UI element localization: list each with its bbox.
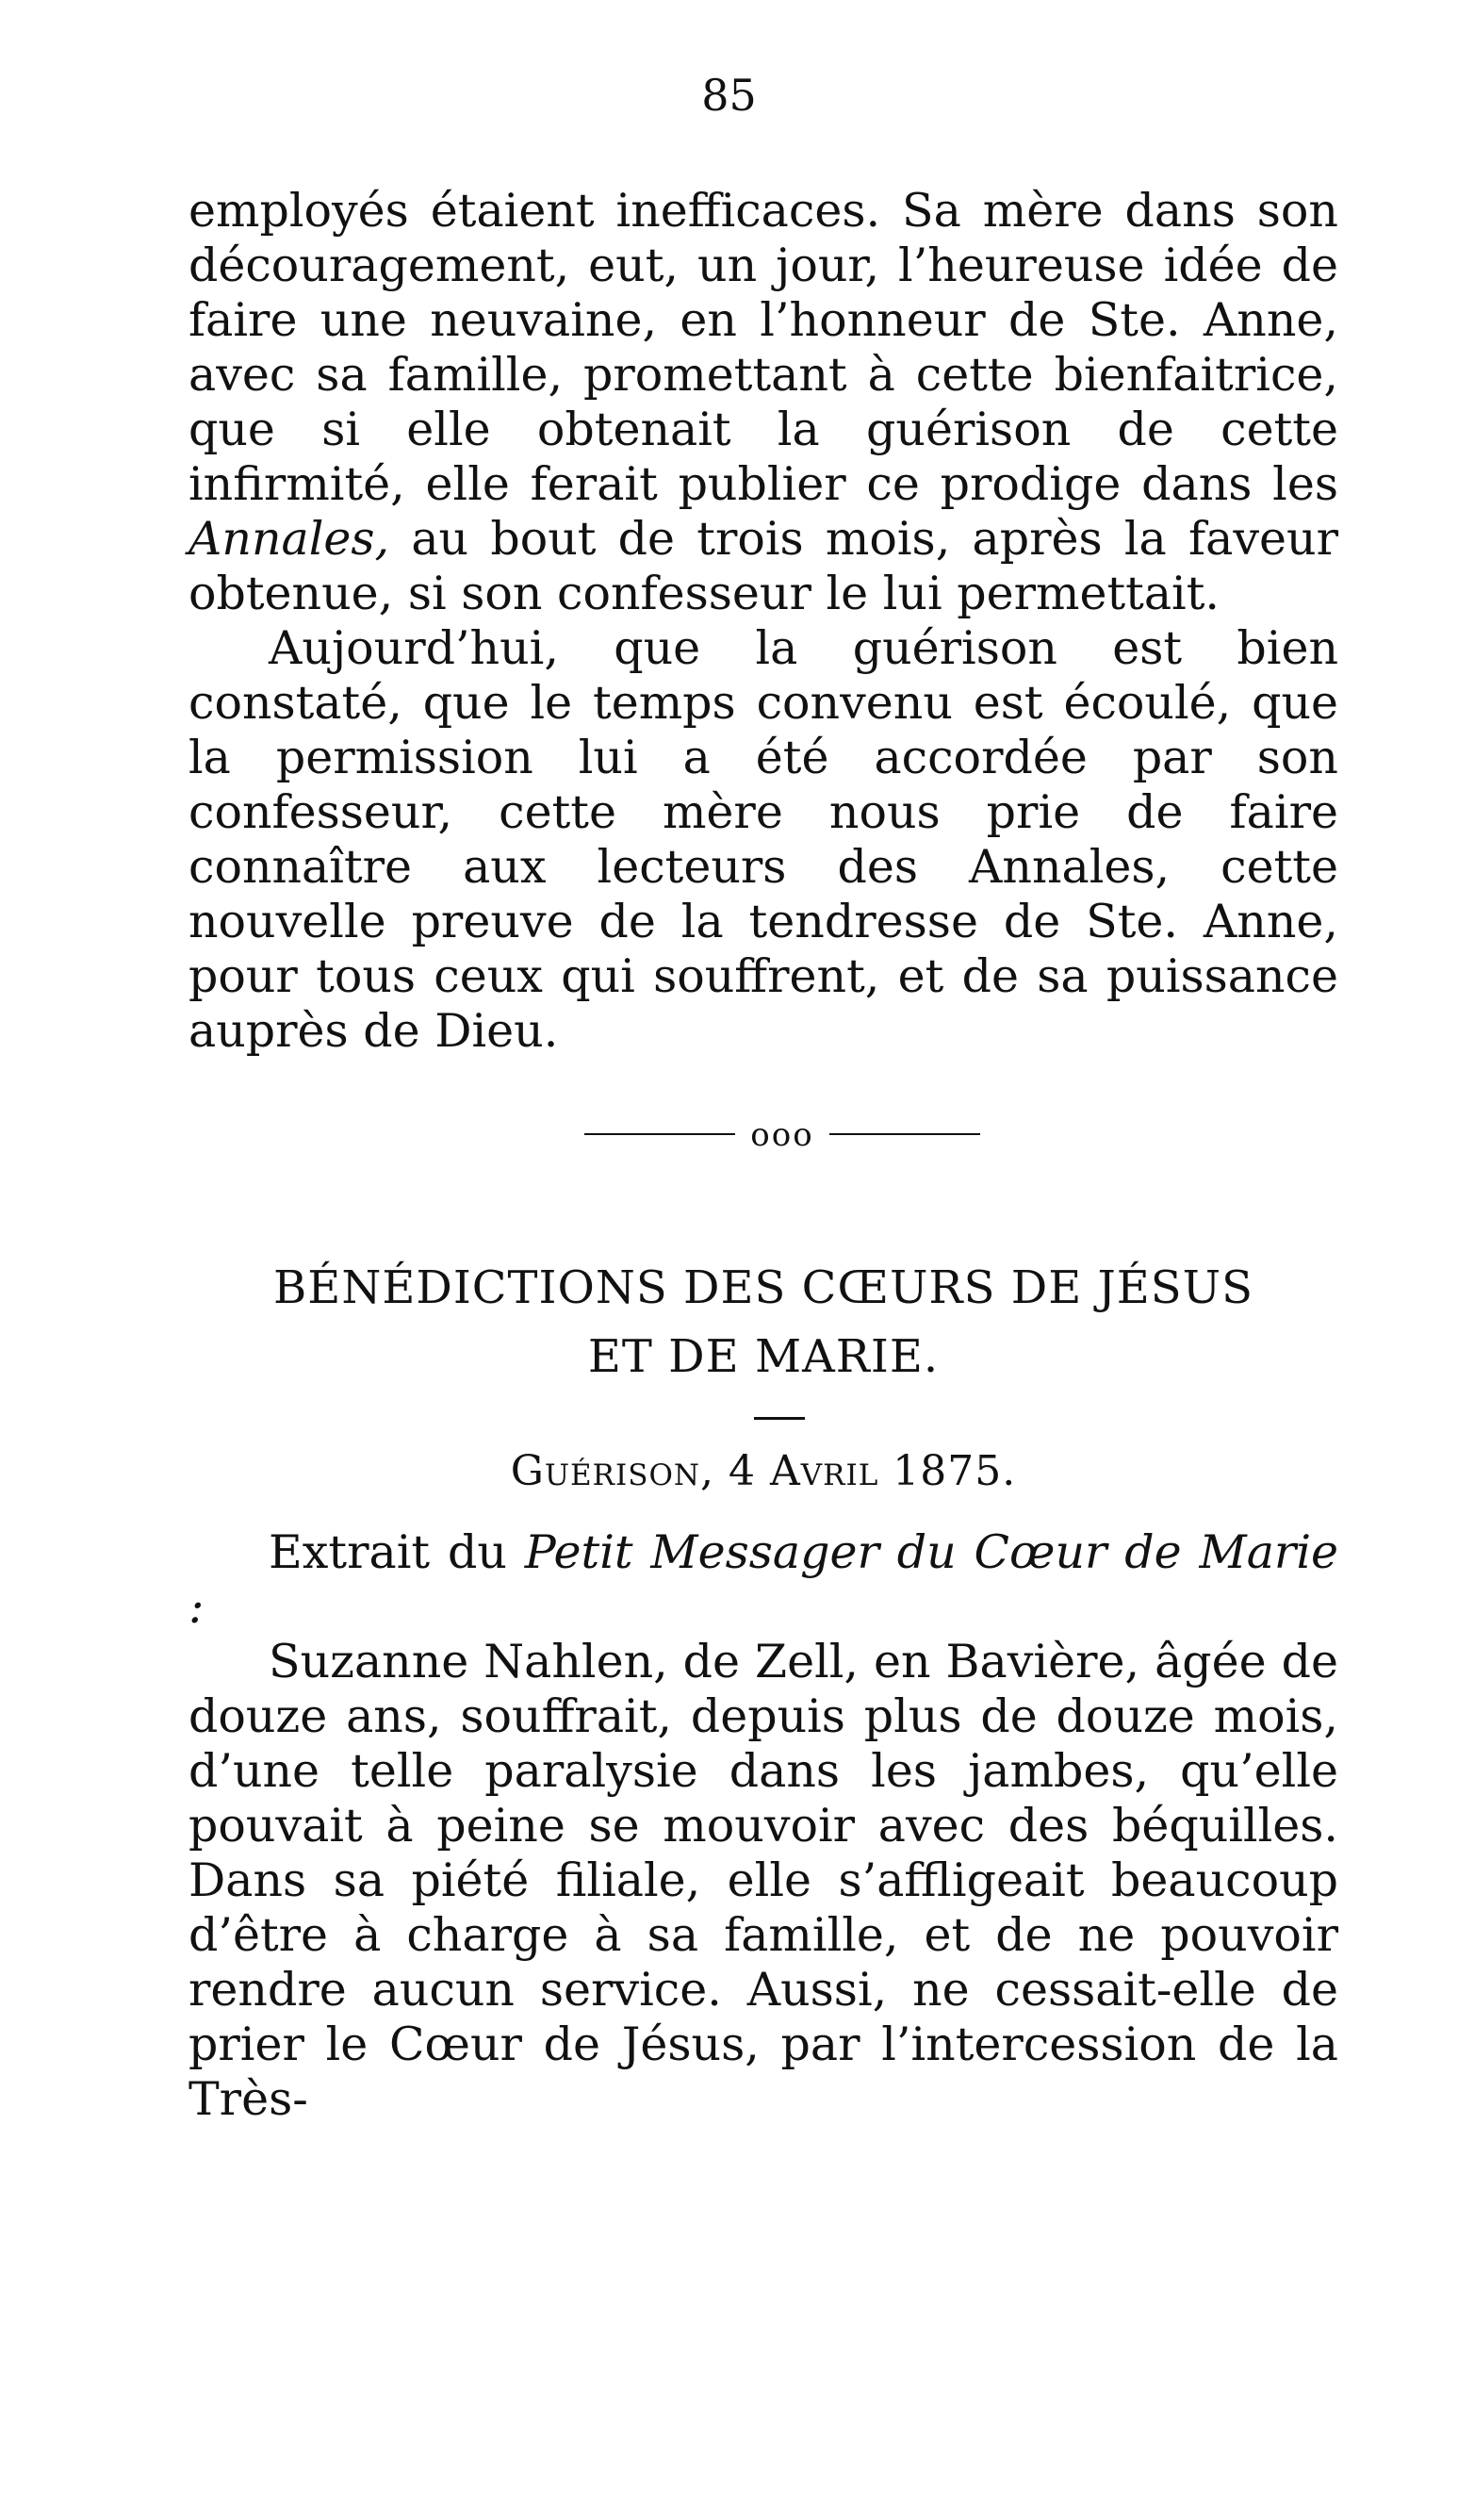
separator-rule xyxy=(829,1133,980,1135)
paragraph-text: employés étaient inefficaces. Sa mère dans son découragement, eut, un jour, l’heureuse idée de faire une neuvaine, en l’honneur de Ste. Anne, avec sa famille, promettant à cette bienfaitrice, que si elle obtenait la guérison de cette infirmité, elle ferait publier ce prodige dans les xyxy=(188,184,1338,511)
text-block-lower xyxy=(188,1525,1338,2127)
italic-text: Annales, xyxy=(188,512,390,566)
section-separator xyxy=(584,1116,980,1154)
paragraph: Aujourd’hui, que la guérison est bien constaté, que le temps convenu est écoulé, que la permission lui a été accordée par son confesseur, cette mère nous prie de faire connaître aux lecteurs des Annales, cette nouvelle preuve de la tendresse de Ste. Anne, pour tous ceux qui souffrent, et de sa puissance auprès de Dieu. xyxy=(188,621,1338,1058)
page-number: 85 xyxy=(701,70,757,121)
paragraph: Suzanne Nahlen, de Zell, en Bavière, âgée de douze ans, souffrait, depuis plus de douze mois, d’une telle paralysie dans les jambes, qu’elle pouvait à peine se mouvoir avec des béquilles. Dans sa piété filiale, elle s’affligeait beaucoup d’être à charge à sa famille, et de ne pouvoir rendre aucun service. Aussi, ne cessait-elle de prier le Cœur de Jésus, par l’intercession de la Très- xyxy=(188,1635,1338,2126)
heading-rule xyxy=(754,1417,805,1420)
paragraph xyxy=(188,1525,1338,1635)
paragraph-text: au bout de trois mois, après la faveur obtenue, si son confesseur le lui permettait. xyxy=(188,512,1338,620)
section-heading: ET DE MARIE. xyxy=(587,1330,940,1383)
subheading xyxy=(188,1442,1338,1501)
section-heading: BÉNÉDICTIONS DES CŒURS DE JÉSUS xyxy=(273,1261,1253,1314)
subheading-date: 4 Avril 1875. xyxy=(714,1447,1017,1495)
subheading-label: Guérison, xyxy=(510,1447,714,1495)
italic-text: Petit Messager du Cœur de Marie : xyxy=(188,1525,1338,1634)
separator-mark: ooo xyxy=(750,1116,814,1154)
paragraph-text: Extrait du xyxy=(269,1525,525,1579)
separator-rule xyxy=(584,1133,735,1135)
paragraph xyxy=(188,184,1338,621)
text-block-upper xyxy=(188,184,1338,1059)
